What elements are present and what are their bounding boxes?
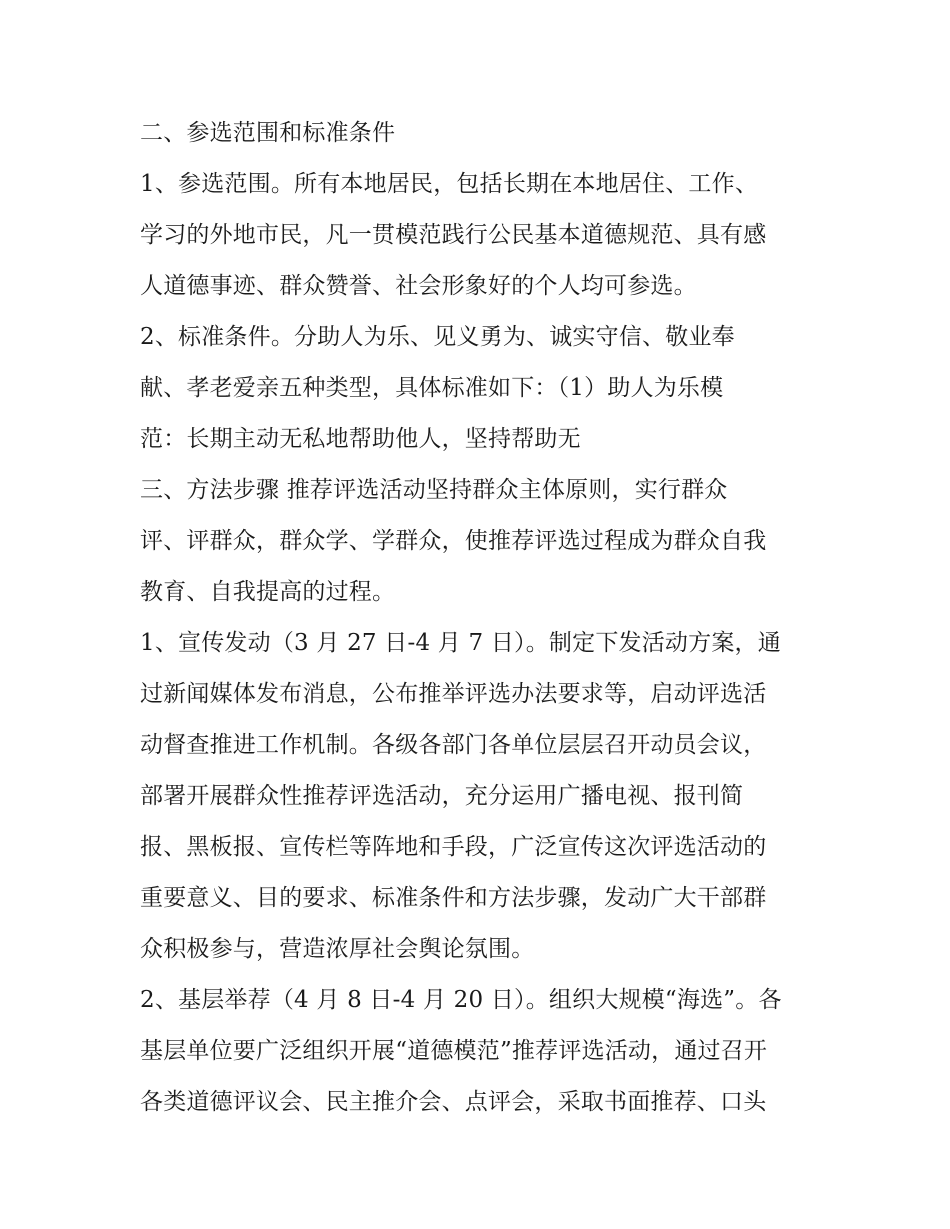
text-line: 过新闻媒体发布消息，公布推举评选办法要求等，启动评选活 [140, 681, 767, 707]
text-line: 各类道德评议会、民主推介会、点评会，采取书面推荐、口头 [140, 1089, 767, 1115]
text-line: 众积极参与，营造浓厚社会舆论氛围。 [140, 936, 535, 962]
section-heading-3: 三、方法步骤 推荐评选活动坚持群众主体原则，实行群众 [140, 477, 728, 503]
text-line: 学习的外地市民，凡一贯模范践行公民基本道德规范、具有感 [140, 222, 767, 248]
document-body [140, 108, 820, 1128]
text-line: 2、基层举荐（4 月 8 日-4 月 20 日）。组织大规模“海选”。各 [140, 987, 782, 1013]
text-line: 基层单位要广泛组织开展“道德模范”推荐评选活动，通过召开 [140, 1038, 768, 1064]
text-line: 教育、自我提高的过程。 [140, 579, 396, 605]
text-line: 部署开展群众性推荐评选活动，充分运用广播电视、报刊简 [140, 783, 744, 809]
text-line: 1、宣传发动（3 月 27 日-4 月 7 日）。制定下发活动方案，通 [140, 630, 781, 656]
text-line: 2、标准条件。分助人为乐、见义勇为、诚实守信、敬业奉 [140, 324, 735, 350]
text-line: 献、孝老爱亲五种类型，具体标准如下：（1）助人为乐模 [140, 375, 724, 401]
text-line: 报、黑板报、宣传栏等阵地和手段，广泛宣传这次评选活动的 [140, 834, 767, 860]
text-line: 人道德事迹、群众赞誉、社会形象好的个人均可参选。 [140, 273, 697, 299]
text-line: 评、评群众，群众学、学群众，使推荐评选过程成为群众自我 [140, 528, 767, 554]
text-line: 1、参选范围。所有本地居民，包括长期在本地居住、工作、 [140, 171, 759, 197]
text-line: 范：长期主动无私地帮助他人，坚持帮助无 [140, 426, 581, 452]
text-line: 重要意义、目的要求、标准条件和方法步骤，发动广大干部群 [140, 885, 767, 911]
text-line: 动督查推进工作机制。各级各部门各单位层层召开动员会议， [140, 732, 767, 758]
section-heading-2: 二、参选范围和标准条件 [140, 120, 396, 146]
